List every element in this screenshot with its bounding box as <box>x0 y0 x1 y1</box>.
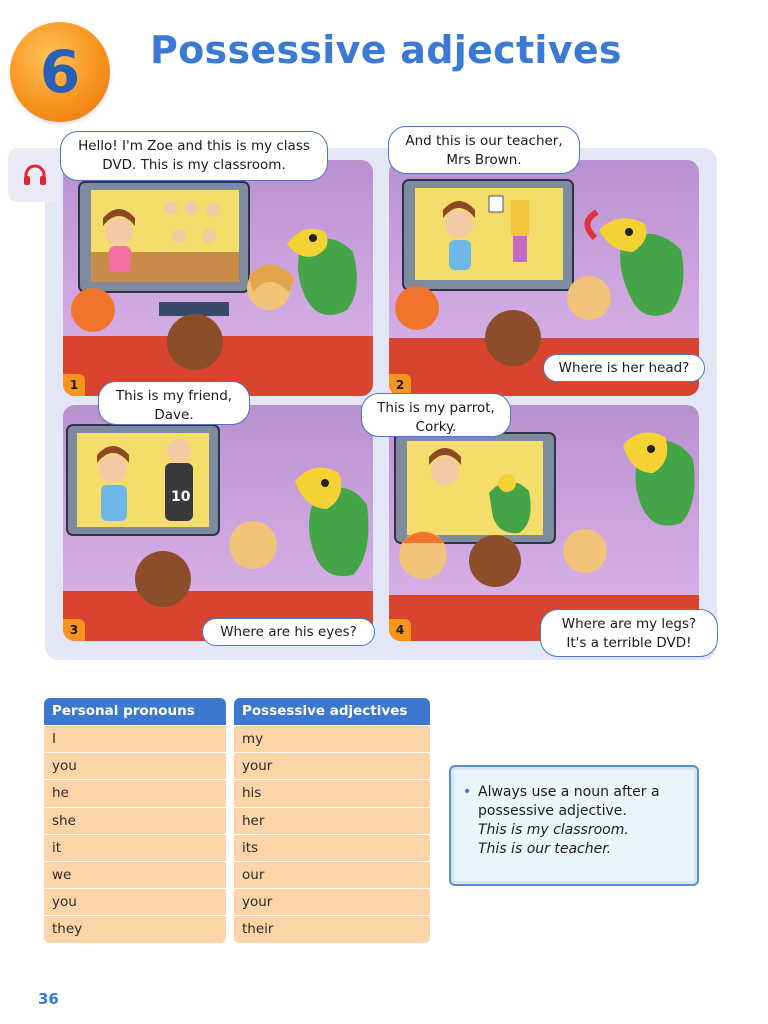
table-row: her <box>234 808 430 835</box>
panel-number: 4 <box>389 619 411 641</box>
table-row: you <box>44 753 226 780</box>
table-row: it <box>44 835 226 862</box>
table-row: you <box>44 889 226 916</box>
panel-4-illustration <box>389 405 699 641</box>
table-row: I <box>44 726 226 753</box>
shirt-number: 10 <box>171 489 191 505</box>
table-row: our <box>234 862 430 889</box>
table-row: she <box>44 808 226 835</box>
speech-bubble: And this is our teacher, Mrs Brown. <box>388 126 580 174</box>
table-row: his <box>234 780 430 807</box>
rule-example: This is our teacher. <box>478 841 612 857</box>
unit-number-badge <box>10 22 110 122</box>
grammar-rule-box <box>449 765 699 886</box>
audio-tab[interactable] <box>8 148 60 202</box>
table-row: they <box>44 916 226 943</box>
page-number: 36 <box>38 990 59 1008</box>
speech-bubble: Where is her head? <box>543 354 705 382</box>
possessive-adjectives-table <box>234 698 430 944</box>
comic-panel-1 <box>63 160 373 396</box>
speech-bubble: Hello! I'm Zoe and this is my class DVD. This is my classroom. <box>60 131 328 181</box>
table-row: their <box>234 916 430 943</box>
page-title: Possessive adjectives <box>150 28 622 72</box>
panel-3-illustration <box>63 405 373 641</box>
speech-bubble: Where are my legs? It's a terrible DVD! <box>540 609 718 657</box>
rule-example: This is my classroom. <box>478 822 629 838</box>
panel-1-illustration <box>63 160 373 396</box>
table-row: your <box>234 753 430 780</box>
table-header: Possessive adjectives <box>234 698 430 725</box>
panel-number: 2 <box>389 374 411 396</box>
table-row: we <box>44 862 226 889</box>
comic-panel-3 <box>63 405 373 641</box>
table-row: your <box>234 889 430 916</box>
speech-bubble: This is my parrot, Corky. <box>361 393 511 437</box>
panel-number: 1 <box>63 374 85 396</box>
speech-bubble: This is my friend, Dave. <box>98 381 250 425</box>
unit-number: 6 <box>39 38 81 106</box>
comic-panel-4 <box>389 405 699 641</box>
bullet-icon: • <box>463 784 472 800</box>
table-row: my <box>234 726 430 753</box>
personal-pronouns-table <box>44 698 226 944</box>
table-row: he <box>44 780 226 807</box>
rule-text: Always use a noun after a possessive adjective. <box>478 784 660 819</box>
speech-bubble: Where are his eyes? <box>202 618 375 646</box>
table-header: Personal pronouns <box>44 698 226 725</box>
panel-number: 3 <box>63 619 85 641</box>
table-row: its <box>234 835 430 862</box>
